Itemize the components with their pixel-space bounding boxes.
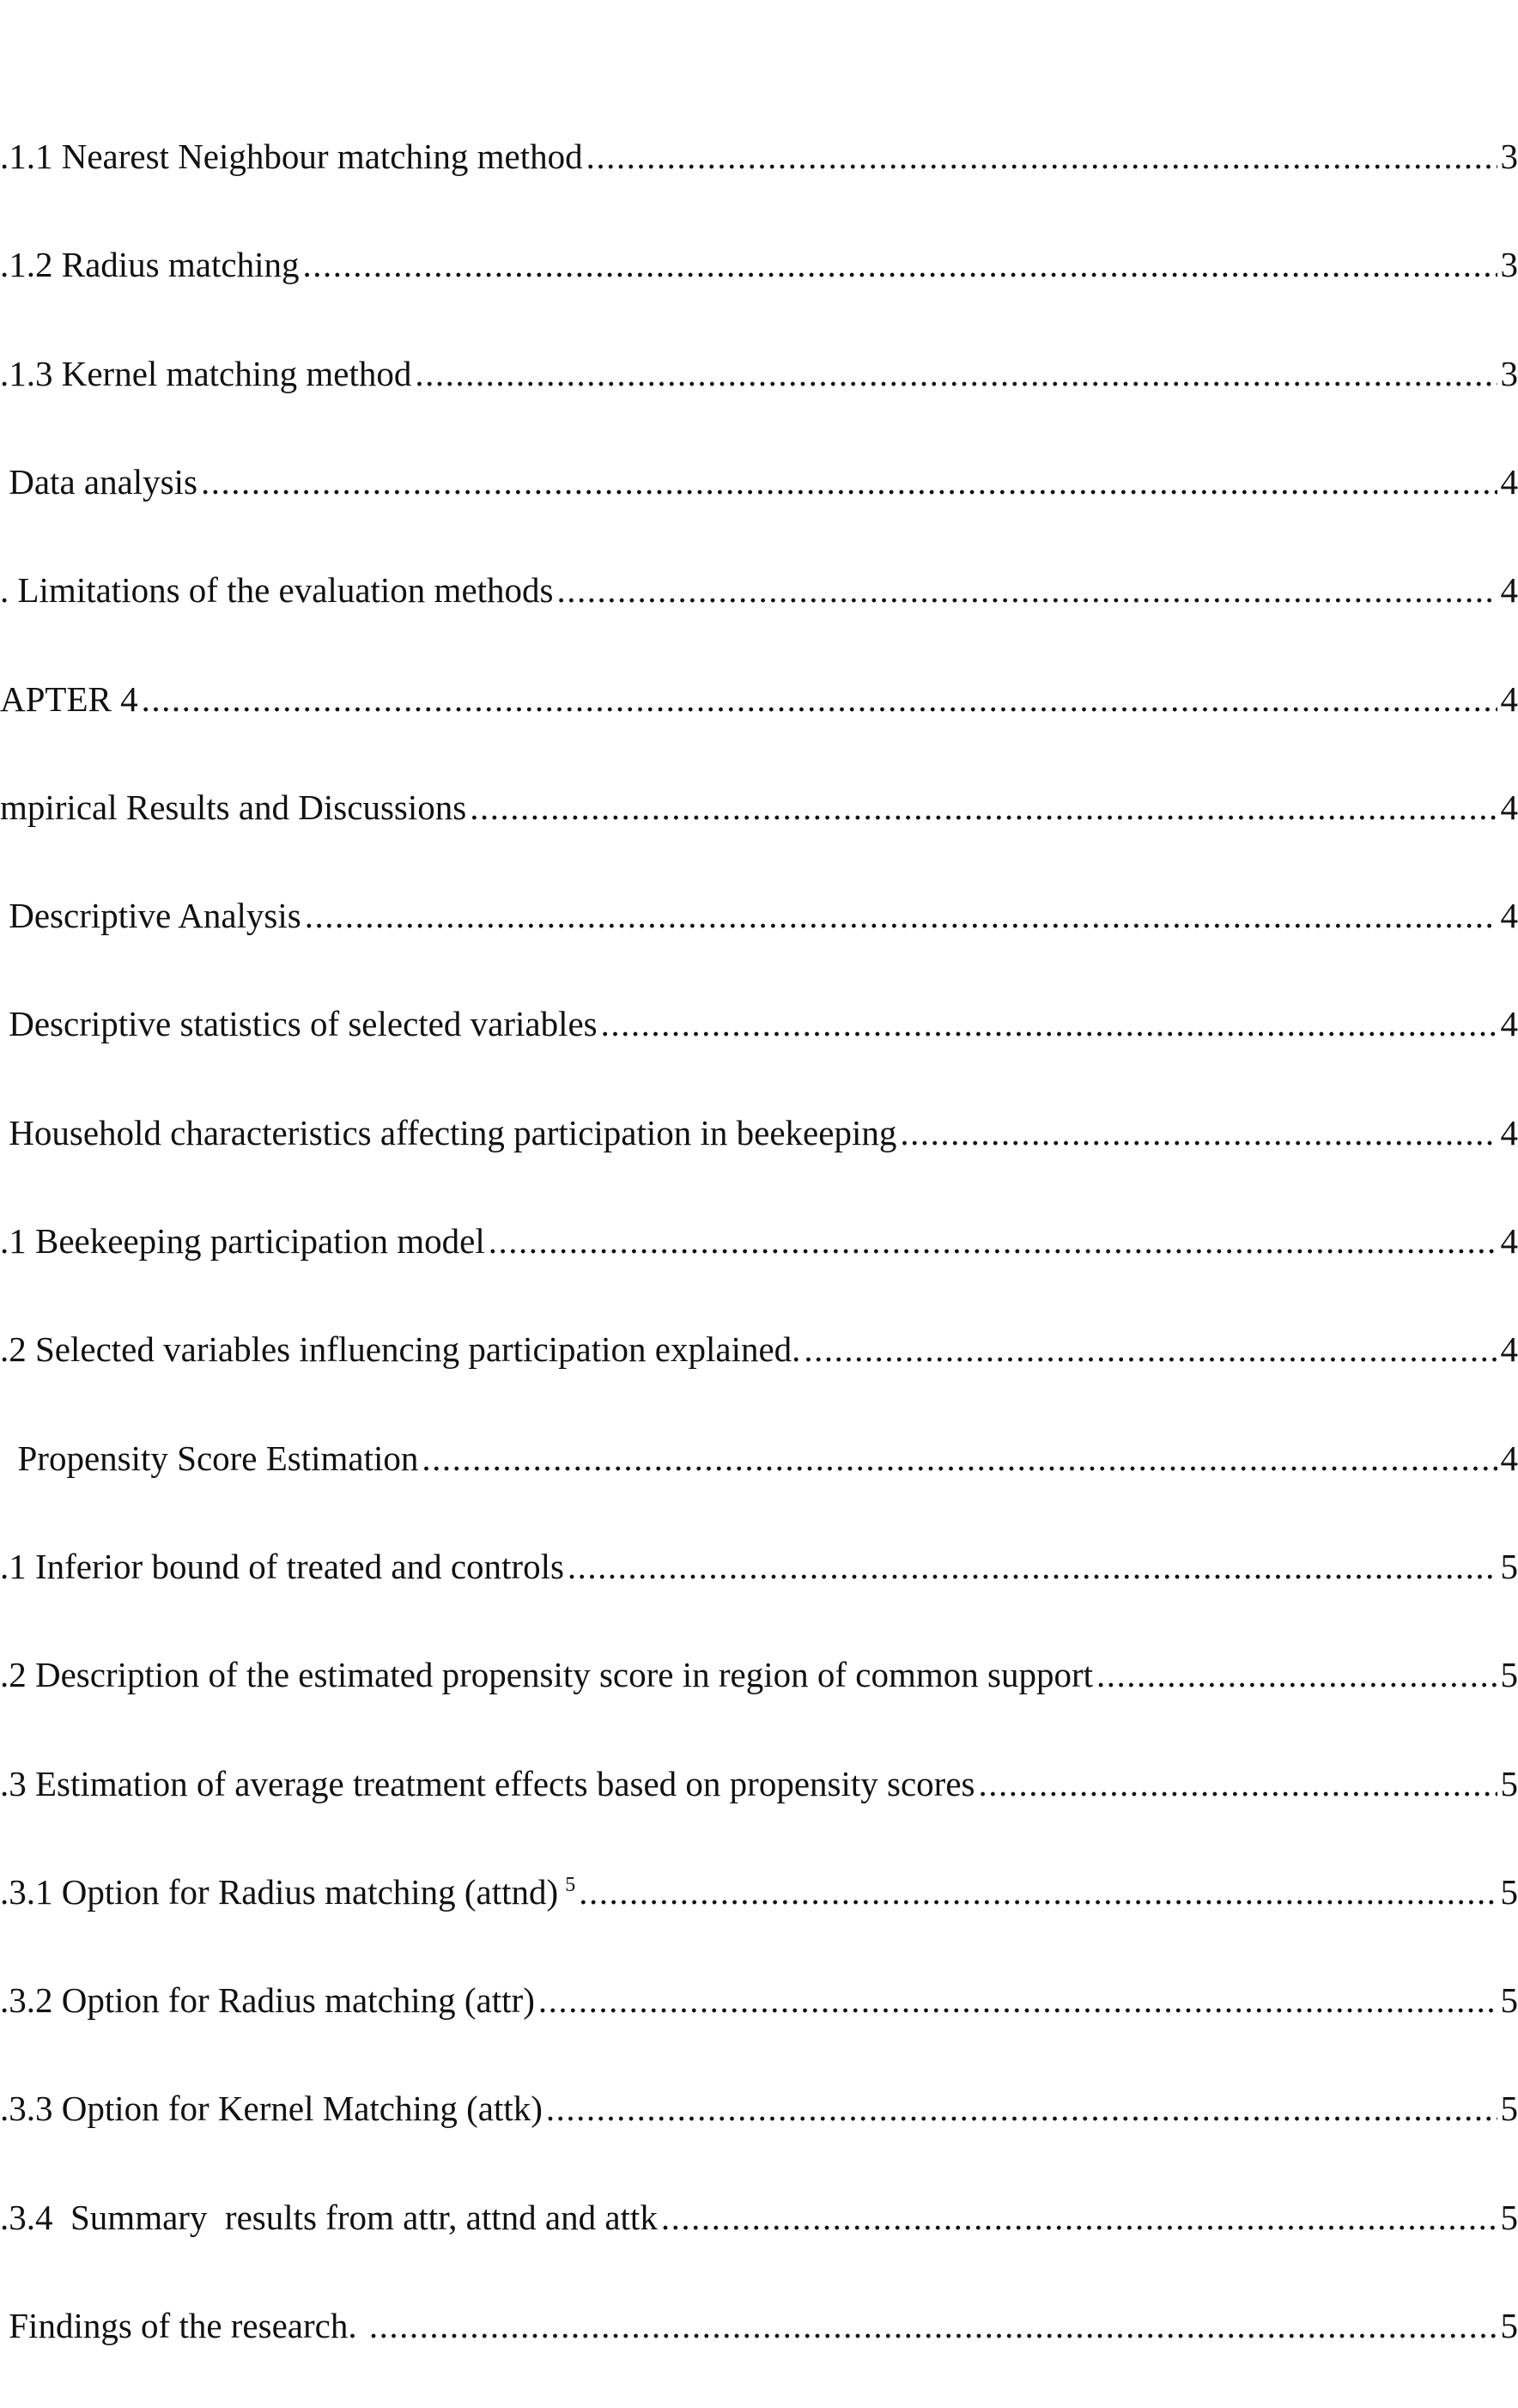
toc-dot-leader — [804, 1323, 1497, 1375]
toc-entry-page-number: 5 — [1500, 1655, 1518, 1694]
toc-entry-title — [0, 131, 583, 182]
toc-entry-title — [0, 456, 197, 508]
toc-entry-page-number: 4 — [1500, 1438, 1518, 1478]
toc-dot-leader — [305, 890, 1497, 941]
toc-entry — [0, 1649, 1518, 1700]
toc-dot-leader — [302, 239, 1497, 290]
toc-entry-title — [0, 1107, 896, 1158]
toc-entry-page-number: 3 — [1500, 137, 1518, 176]
toc-entry — [0, 456, 1518, 508]
toc-entry-title-text: .2 Selected variables influencing participation explained. — [0, 1329, 801, 1369]
toc-entry-page-number: 5 — [1500, 2198, 1518, 2237]
toc-entry-title — [0, 781, 466, 833]
toc-entry-title-text: Findings of the research. — [0, 2306, 366, 2345]
toc-entry-title-text: .1.2 Radius matching — [0, 245, 300, 284]
toc-entry-page-number: 4 — [1500, 1004, 1518, 1043]
toc-entry — [0, 131, 1518, 182]
toc-dot-leader — [568, 1541, 1497, 1592]
toc-entry-title — [0, 1649, 1093, 1700]
toc-entry-title — [0, 1432, 418, 1484]
toc-entry-title — [0, 564, 554, 616]
toc-dot-leader — [415, 348, 1497, 399]
toc-dot-leader — [422, 1432, 1497, 1484]
toc-entry-title-text: .3.2 Option for Radius matching (attr) — [0, 1980, 535, 2020]
toc-entry-title-text: . Limitations of the evaluation methods — [0, 570, 554, 610]
toc-entry-title-text: APTER 4 — [0, 679, 138, 719]
toc-dot-leader — [470, 781, 1497, 833]
toc-dot-leader — [489, 1215, 1497, 1267]
toc-entry — [0, 239, 1518, 290]
toc-dot-leader — [586, 131, 1497, 182]
toc-entry-title-text: .3.4 Summary results from attr, attnd and attk — [0, 2198, 658, 2237]
toc-entry-page-number: 4 — [1500, 1221, 1518, 1261]
toc-entry-title-text: mpirical Results and Discussions — [0, 787, 467, 827]
toc-entry-page-number: 4 — [1500, 1113, 1518, 1152]
toc-entry — [0, 564, 1518, 616]
toc-entry-page-number: 4 — [1500, 570, 1518, 610]
toc-entry-page-number: 3 — [1500, 245, 1518, 284]
toc-dot-leader — [142, 673, 1497, 725]
toc-entry-title-text: .1.1 Nearest Neighbour matching method — [0, 137, 583, 176]
toc-entry-title — [0, 239, 299, 290]
toc-entry-title — [0, 890, 301, 941]
toc-dot-leader — [978, 1758, 1497, 1809]
toc-entry — [0, 890, 1518, 941]
toc-dot-leader — [1096, 1649, 1497, 1700]
toc-entry-title — [0, 1974, 535, 2026]
toc-entry — [0, 2300, 1518, 2351]
toc-entry — [0, 1215, 1518, 1267]
toc-entry — [0, 2192, 1518, 2243]
toc-dot-leader — [546, 2083, 1497, 2134]
toc-dot-leader — [900, 1107, 1497, 1158]
toc-entry-page-number: 4 — [1500, 462, 1518, 502]
toc-dot-leader — [557, 564, 1497, 616]
toc-entry-title-text: .1.3 Kernel matching method — [0, 354, 412, 393]
toc-entry-title-text: .1 Beekeeping participation model — [0, 1221, 485, 1261]
toc-entry — [0, 1323, 1518, 1375]
toc-entry-page-number: 4 — [1500, 787, 1518, 827]
toc-entry-title — [0, 1866, 575, 1918]
toc-entry — [0, 1541, 1518, 1592]
toc-entry-title — [0, 673, 138, 725]
toc-entry-page-number: 5 — [1500, 1547, 1518, 1586]
toc-entry-title-text: .1 Inferior bound of treated and controls — [0, 1547, 564, 1586]
toc-entry-title-text: Data analysis — [0, 462, 197, 502]
toc-dot-leader — [369, 2300, 1497, 2351]
toc-entry-title-text: .3.3 Option for Kernel Matching (attk) — [0, 2089, 543, 2128]
toc-dot-leader — [538, 1974, 1497, 2026]
toc-entry-page-number: 5 — [1500, 2306, 1518, 2345]
toc-dot-leader — [579, 1866, 1497, 1918]
toc-entry-title — [0, 998, 598, 1049]
toc-entry-title — [0, 2300, 366, 2351]
toc-entry — [0, 1432, 1518, 1484]
toc-entry — [0, 673, 1518, 725]
toc-entry — [0, 1107, 1518, 1158]
toc-entry — [0, 2083, 1518, 2134]
toc-entry — [0, 348, 1518, 399]
toc-entry-title — [0, 2083, 543, 2134]
toc-entry-title-text: .3 Estimation of average treatment effects based on propensity scores — [0, 1764, 975, 1803]
toc-entry-page-number: 3 — [1500, 354, 1518, 393]
toc-entry-title — [0, 1758, 975, 1809]
toc-entry — [0, 1758, 1518, 1809]
toc-dot-leader — [201, 456, 1497, 508]
toc-entry — [0, 1866, 1518, 1918]
toc-entry-title-text: .3.1 Option for Radius matching (attnd) — [0, 1872, 559, 1912]
toc-entry-title — [0, 2192, 658, 2243]
toc-entry-page-number: 5 — [1500, 1872, 1518, 1912]
toc-entry-title-text: Propensity Score Estimation — [0, 1438, 419, 1478]
toc-entry-title-text: Descriptive statistics of selected variables — [0, 1004, 598, 1043]
toc-entry-title — [0, 348, 411, 399]
toc-entry-title — [0, 1541, 564, 1592]
toc-entry-title-text: Household characteristics affecting participation in beekeeping — [0, 1113, 897, 1152]
toc-entry-page-number: 4 — [1500, 896, 1518, 935]
toc-entry-title-text: Descriptive Analysis — [0, 896, 301, 935]
toc-entry-page-number: 5 — [1500, 1980, 1518, 2020]
toc-entry — [0, 781, 1518, 833]
toc-dot-leader — [601, 998, 1497, 1049]
toc-entry-title — [0, 1215, 485, 1267]
toc-entry-title-text: .2 Description of the estimated propensity score in region of common support — [0, 1655, 1094, 1694]
toc-entry-page-number: 4 — [1500, 679, 1518, 719]
toc-entry-page-number: 5 — [1500, 2089, 1518, 2128]
toc-entry-footnote-mark: 5 — [565, 1874, 576, 1897]
toc-entry-page-number: 4 — [1500, 1329, 1518, 1369]
toc-entry-page-number: 5 — [1500, 1764, 1518, 1803]
toc-entry — [0, 998, 1518, 1049]
toc-entry — [0, 1974, 1518, 2026]
toc-dot-leader — [661, 2192, 1497, 2243]
toc-entry-title — [0, 1323, 800, 1375]
